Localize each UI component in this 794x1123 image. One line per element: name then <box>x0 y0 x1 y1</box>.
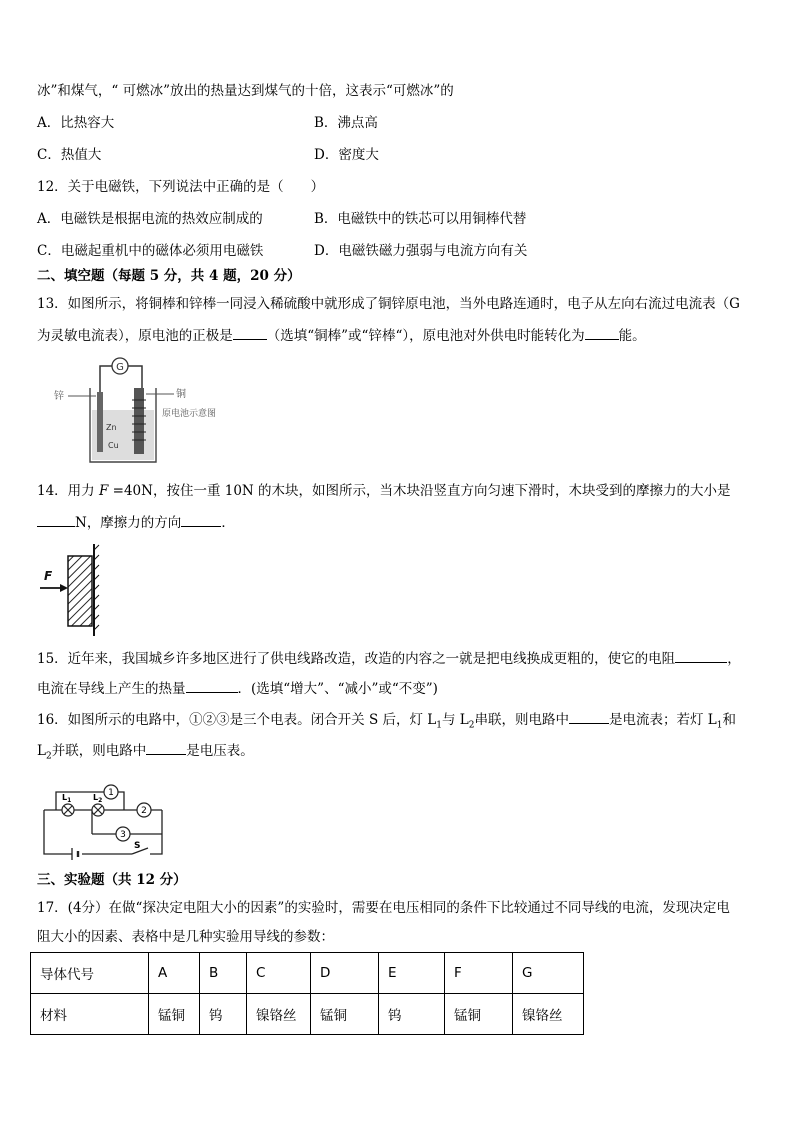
table-cell: 锰铜 <box>149 994 200 1035</box>
table-cell: 钨 <box>200 994 247 1035</box>
table-cell: 锰铜 <box>311 994 379 1035</box>
q11-option-d: D．密度大 <box>314 147 379 163</box>
table-header-cell: A <box>149 953 200 994</box>
q16-text-c: 串联，则电路中 <box>474 712 569 728</box>
q16-text-a: 16．如图所示的电路中，①②③是三个电表。闭合开关 S 后，灯 L <box>37 712 437 728</box>
block-wall-figure <box>38 540 108 640</box>
q11-stem: 冰”和煤气，“ 可燃冰”放出的热量达到煤气的十倍，这表示“可燃冰”的 <box>37 83 454 99</box>
q16-text-f: L <box>37 743 46 759</box>
q13-blank-1[interactable] <box>233 325 267 340</box>
q14-force-symbol: F <box>98 483 109 499</box>
q16-blank-1[interactable] <box>569 709 609 724</box>
q16-sub-d: 2 <box>45 751 52 762</box>
table-header-cell: 导体代号 <box>31 953 149 994</box>
q16-text-e: 和 <box>722 712 736 728</box>
figure-caption: 原电池示意图 <box>162 409 217 419</box>
circuit-figure <box>38 778 168 860</box>
force-label: F <box>44 569 53 583</box>
table-cell: 锰铜 <box>445 994 513 1035</box>
q14-line2 <box>37 512 235 533</box>
q13-text-b: （选填“铜棒”或“锌棒“），原电池对外供电时能转化为 <box>266 328 585 344</box>
q14-blank-1[interactable] <box>37 512 75 527</box>
l2-label: $L_2$ <box>93 793 103 804</box>
q14-blank-2[interactable] <box>181 512 221 527</box>
q14-text-c: N，摩擦力的方向 <box>75 515 182 531</box>
l1-label: $L_1$ <box>62 793 72 804</box>
q15-line2 <box>37 678 438 699</box>
meter-2-label: 2 <box>141 806 147 816</box>
q16-text-g: 并联，则电路中 <box>51 743 147 759</box>
galvanic-cell-figure <box>50 352 250 470</box>
q12-option-c: C．电磁起重机中的磁体必须用电磁铁 <box>37 243 264 259</box>
q17-line2: 阻大小的因素、表格中是几种实验用导线的参数： <box>37 929 334 945</box>
switch-label: S <box>134 841 141 851</box>
q15-line1 <box>37 648 741 669</box>
q16-sub-a: 1 <box>436 720 442 731</box>
q15-text-a: 15．近年来，我国城乡许多地区进行了供电线路改造，改造的内容之一就是把电线换成更粗的，使它的电阻 <box>37 651 676 667</box>
q16-sub-b: 2 <box>468 720 475 731</box>
q11-option-b: B．沸点高 <box>314 115 378 131</box>
table-header-cell: C <box>247 953 311 994</box>
q16-text-d: 是电流表；若灯 L <box>609 712 717 728</box>
q15-text-b: ， <box>727 651 741 667</box>
q16-text-h: 是电压表。 <box>186 743 254 759</box>
meter-1-label: 1 <box>108 788 114 798</box>
q11-option-c: C．热值大 <box>37 147 102 163</box>
table-row <box>31 994 584 1035</box>
table-header-cell: B <box>200 953 247 994</box>
q13-text-a: 为灵敏电流表），原电池的正极是 <box>37 328 233 344</box>
wire-parameter-table <box>30 952 584 1035</box>
q13-line2 <box>37 325 646 346</box>
q16-blank-2[interactable] <box>146 740 186 755</box>
table-header-cell: D <box>311 953 379 994</box>
table-cell: 镍铬丝 <box>247 994 311 1035</box>
section-experiment-heading: 三、实验题（共 12 分） <box>37 872 187 888</box>
q16-text-b: 与 L <box>442 712 469 728</box>
lamp-l1-icon <box>62 804 74 816</box>
zn-label: Zn <box>106 423 117 432</box>
wooden-block <box>68 556 92 626</box>
q14-line1 <box>37 481 731 501</box>
lamp-l2-icon <box>92 804 104 816</box>
section-fill-blank-heading: 二、填空题（每题 5 分，共 4 题，20 分） <box>37 268 301 284</box>
q12-option-d: D．电磁铁磁力强弱与电流方向有关 <box>314 243 528 259</box>
q15-blank-1[interactable] <box>675 648 727 663</box>
q12-option-a: A．电磁铁是根据电流的热效应制成的 <box>37 211 263 227</box>
q13-line1: 13．如图所示，将铜棒和锌棒一同浸入稀硫酸中就形成了铜锌原电池，当外电路连通时，电子从左向右流过电流表（G <box>37 296 740 312</box>
table-cell: 钨 <box>379 994 445 1035</box>
table-header-cell: G <box>513 953 584 994</box>
table-row <box>31 953 584 994</box>
q16-line1 <box>37 709 736 736</box>
zinc-label: 锌 <box>54 391 64 402</box>
q11-option-a: A．比热容大 <box>37 115 115 131</box>
q13-blank-2[interactable] <box>585 325 619 340</box>
q14-text-a: 14．用力 <box>37 483 99 499</box>
q14-text-d: ． <box>221 515 235 531</box>
copper-rod <box>134 388 144 454</box>
q16-line2 <box>37 740 254 767</box>
q15-text-d: ．(选填“增大”、“减小”或“不变”) <box>237 681 438 697</box>
table-header-cell: E <box>379 953 445 994</box>
q13-text-c: 能。 <box>618 328 646 344</box>
table-cell: 材料 <box>31 994 149 1035</box>
cu-label: Cu <box>108 441 119 450</box>
copper-label: 铜 <box>176 389 186 400</box>
zinc-rod <box>97 392 103 452</box>
table-cell: 镍铬丝 <box>513 994 584 1035</box>
table-header-cell: F <box>445 953 513 994</box>
q17-line1: 17．(4分）在做“探决定电阻大小的因素”的实验时，需要在电压相同的条件下比较通过不同导线的电流，发现决定电 <box>37 900 730 916</box>
q12-stem: 12．关于电磁铁，下列说法中正确的是（ ） <box>37 179 325 195</box>
q16-sub-c: 1 <box>716 720 723 731</box>
q12-option-b: B．电磁铁中的铁芯可以用铜棒代替 <box>314 211 527 227</box>
q15-text-c: 电流在导线上产生的热量 <box>37 681 186 697</box>
q14-text-b: =40N，按住一重 10N 的木块，如图所示，当木块沿竖直方向匀速下滑时，木块受到的摩擦力的大小是 <box>108 483 731 499</box>
galvanometer-label: G <box>116 362 124 373</box>
q15-blank-2[interactable] <box>186 678 238 693</box>
meter-3-label: 3 <box>120 830 126 840</box>
